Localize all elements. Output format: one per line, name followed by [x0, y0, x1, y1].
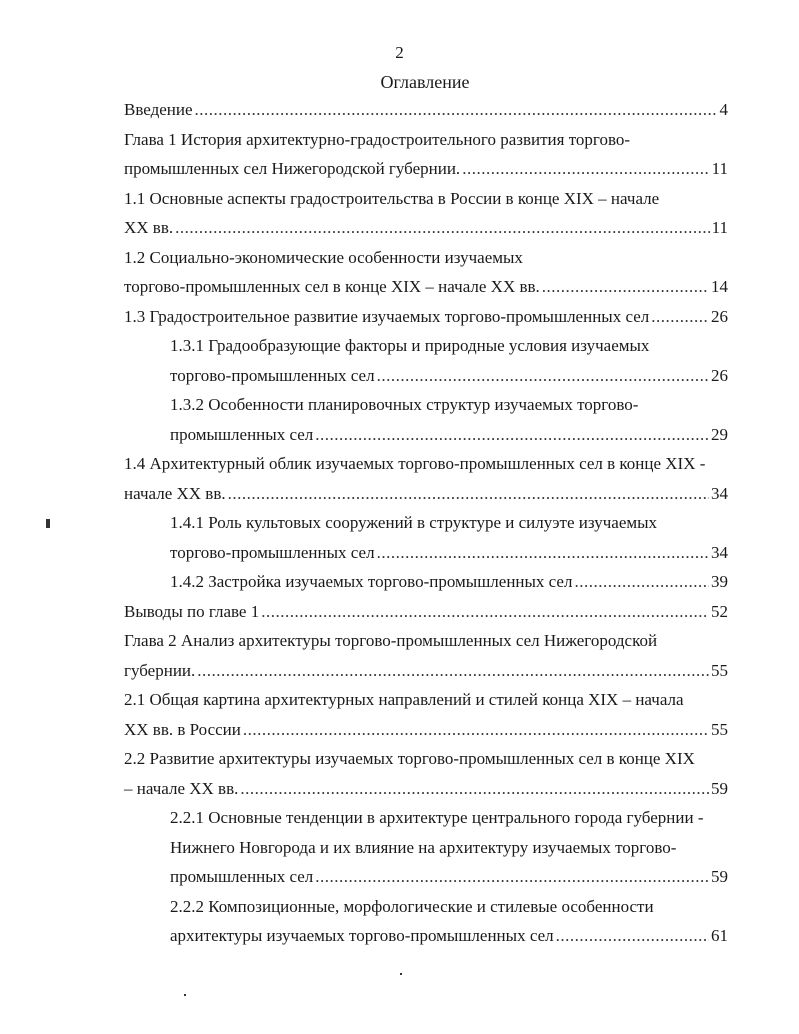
scan-speck: [46, 519, 50, 528]
toc-entry[interactable]: [124, 331, 728, 390]
toc-entry[interactable]: [124, 243, 728, 302]
scan-speck: [400, 973, 402, 975]
dot-leader: [240, 774, 709, 804]
dot-leader: [243, 715, 709, 745]
toc-entry-page-number: 39: [711, 572, 728, 591]
toc-entry[interactable]: [124, 626, 728, 685]
toc-entry-title: Введение: [124, 100, 193, 119]
dot-leader: [315, 862, 709, 892]
toc-entry-line: 2.2.1 Основные тенденции в архитектуре центрального города губернии -: [170, 808, 704, 827]
toc-entry-last-line: [124, 272, 728, 302]
toc-entry-page-number: 59: [711, 778, 728, 798]
toc-entry-title: промышленных сел Нижегородской губернии.: [124, 159, 461, 178]
toc-entry-line: 2.2 Развитие архитектуры изучаемых торгово-промышленных сел в конце XIX: [124, 749, 695, 768]
dot-leader: [556, 921, 709, 951]
toc-entry-title: – начале XX вв.: [124, 778, 239, 798]
toc-entry-last-line: [170, 567, 728, 597]
dot-leader: [574, 567, 709, 597]
toc-entry-last-line: [170, 420, 728, 450]
toc-entry-page-number: 55: [711, 719, 728, 739]
toc-entry-title: XX вв. в России: [124, 719, 241, 739]
toc-entry[interactable]: [124, 508, 728, 567]
toc-entry[interactable]: [124, 95, 728, 125]
table-of-contents: [124, 95, 728, 951]
dot-leader: [542, 272, 709, 302]
toc-entry-page-number: 11: [711, 218, 728, 237]
toc-entry[interactable]: [124, 803, 728, 892]
toc-entry-title: торгово-промышленных сел в конце XIX – начале XX вв.: [124, 277, 540, 296]
toc-entry-page-number: 26: [711, 365, 728, 385]
toc-entry-line: 2.2.2 Композиционные, морфологические и стилевые особенности: [170, 896, 654, 916]
toc-entry-line: Глава 2 Анализ архитектуры торгово-промышленных сел Нижегородской: [124, 631, 658, 650]
toc-entry-title: торгово-промышленных сел: [170, 542, 375, 562]
dot-leader: [315, 420, 709, 450]
toc-entry-page-number: 14: [711, 277, 728, 296]
dot-leader: [228, 479, 709, 509]
toc-entry-last-line: [124, 715, 728, 745]
toc-entry-page-number: 11: [711, 159, 728, 178]
toc-entry-last-line: [170, 361, 728, 391]
page-title: Оглавление: [380, 72, 470, 92]
dot-leader: [651, 302, 709, 332]
toc-entry-title: архитектуры изучаемых торгово-промышленных сел: [170, 926, 554, 945]
dot-leader: [377, 538, 709, 568]
toc-entry-last-line: [170, 538, 728, 568]
toc-entry-title: промышленных сел: [170, 424, 314, 444]
toc-entry-last-line: [170, 921, 728, 951]
toc-entry-page-number: 55: [711, 660, 728, 680]
toc-entry-page-number: 34: [711, 483, 728, 503]
dot-leader: [261, 597, 709, 627]
toc-entry-page-number: 52: [711, 601, 728, 621]
toc-entry-page-number: 26: [711, 306, 728, 326]
toc-entry-last-line: [124, 774, 728, 804]
dot-leader: [377, 361, 709, 391]
toc-entry-last-line: [124, 597, 728, 627]
toc-entry-line: 1.4 Архитектурный облик изучаемых торгово-промышленных сел в конце XIX -: [124, 454, 706, 473]
toc-entry-title: 1.4.2 Застройка изучаемых торгово-промышленных сел: [170, 572, 573, 591]
dot-leader: [195, 95, 718, 125]
toc-entry[interactable]: [124, 390, 728, 449]
toc-entry-line: Нижнего Новгорода и их влияние на архитектуру изучаемых торгово-: [170, 837, 677, 857]
toc-entry[interactable]: [124, 892, 728, 951]
toc-entry-last-line: [124, 302, 728, 332]
toc-entry[interactable]: [124, 597, 728, 627]
toc-entry[interactable]: [124, 302, 728, 332]
scan-speck: [184, 994, 186, 996]
toc-entry-line: 1.2 Социально-экономические особенности изучаемых: [124, 247, 523, 267]
toc-entry-line: 1.4.1 Роль культовых сооружений в структуре и силуэте изучаемых: [170, 513, 658, 532]
toc-entry-page-number: 59: [711, 867, 728, 886]
dot-leader: [462, 154, 709, 184]
toc-entry[interactable]: [124, 567, 728, 597]
toc-entry-last-line: [170, 862, 728, 892]
dot-leader: [175, 213, 710, 243]
toc-entry[interactable]: [124, 685, 728, 744]
toc-entry-line: 2.1 Общая картина архитектурных направлений и стилей конца XIX – начала: [124, 690, 684, 709]
page-number: 2: [395, 43, 404, 62]
toc-entry-line: Глава 1 История архитектурно-градостроительного развития торгово-: [124, 129, 631, 149]
toc-entry-line: 1.1 Основные аспекты градостроительства в России в конце XIX – начале: [124, 188, 660, 208]
toc-entry-page-number: 4: [719, 100, 728, 119]
toc-entry-line: 1.3.2 Особенности планировочных структур изучаемых торгово-: [170, 395, 639, 414]
toc-entry-page-number: 29: [711, 424, 728, 444]
toc-entry-title: 1.3 Градостроительное развитие изучаемых торгово-промышленных сел: [124, 306, 650, 326]
toc-entry-title: торгово-промышленных сел: [170, 365, 375, 385]
toc-entry-page-number: 61: [711, 926, 728, 945]
dot-leader: [197, 656, 709, 686]
toc-entry-last-line: [124, 154, 728, 184]
toc-entry-last-line: [124, 656, 728, 686]
toc-entry[interactable]: [124, 125, 728, 184]
toc-entry-title: промышленных сел: [170, 867, 314, 886]
toc-entry-title: Выводы по главе 1: [124, 601, 260, 621]
toc-entry-title: начале XX вв.: [124, 483, 226, 503]
toc-entry-last-line: [124, 95, 728, 125]
toc-entry-last-line: [124, 479, 728, 509]
toc-entry[interactable]: [124, 744, 728, 803]
toc-entry-title: XX вв.: [124, 218, 174, 237]
toc-entry[interactable]: [124, 449, 728, 508]
toc-entry-last-line: [124, 213, 728, 243]
toc-entry-title: губернии.: [124, 660, 196, 680]
toc-entry[interactable]: [124, 184, 728, 243]
toc-entry-line: 1.3.1 Градообразующие факторы и природные условия изучаемых: [170, 336, 650, 355]
toc-entry-page-number: 34: [711, 542, 728, 562]
